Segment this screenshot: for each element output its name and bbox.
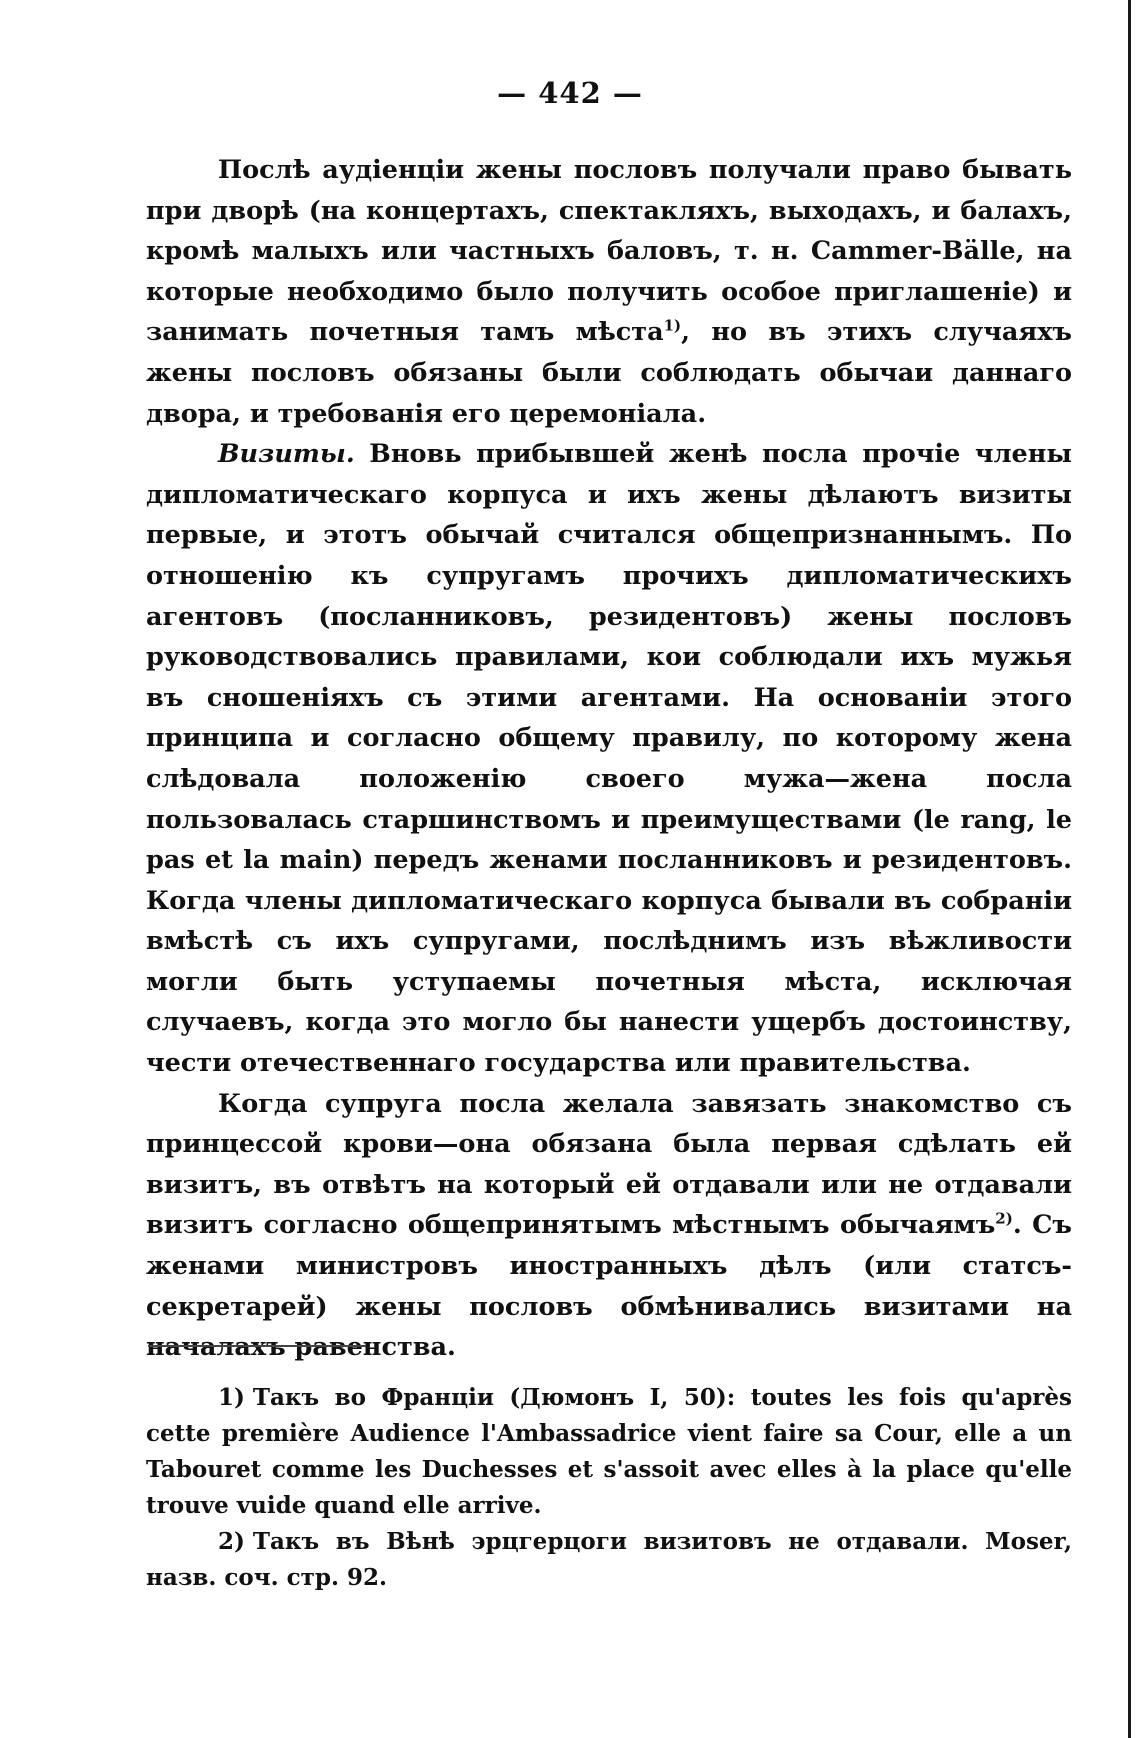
paragraph-3-text-after: . Съ женами министровъ иностранныхъ дѣлъ (или статсъ-секретарей) жены пословъ обмѣнивались визитами на началахъ равенства. [146, 1210, 1072, 1363]
paragraph-1 [146, 150, 1072, 434]
footnote-1 [146, 1380, 1072, 1524]
footnote-2 [146, 1524, 1072, 1596]
paragraph-2 [146, 434, 1072, 1084]
footnote-1-mark: 1) [218, 1384, 245, 1411]
paragraph-3 [146, 1084, 1072, 1368]
footnote-1-text: Такъ во Франціи (Дюмонъ I, 50): toutes les fois qu'après cette première Audience l'Ambassadrice vient faire sa Cour, elle a un Tabouret comme les Duchesses et s'assoit avec elles à la place qu'elle trouve vuide quand elle arrive. [146, 1384, 1072, 1519]
paragraph-1-text: Послѣ аудіенціи жены пословъ получали право бывать при дворѣ (на концертахъ, спектакляхъ, выходахъ, и балахъ, кромѣ малыхъ или частныхъ баловъ, т. н. Cammer-Bälle, на которые необходимо было получить особое приглашеніе) и занимать почетныя тамъ мѣста [146, 155, 1072, 348]
footnote-ref-2[interactable]: 2) [995, 1209, 1013, 1228]
paragraph-3-text: Когда супруга посла желала завязать знакомство съ принцессой крови—она обязана была первая сдѣлать ей визитъ, въ отвѣтъ на который ей отдавали или не отдавали визитъ согласно общепринятымъ мѣстнымъ обычаямъ [146, 1088, 1072, 1241]
paragraph-2-text: Вновь прибывшей женѣ посла прочіе члены дипломатическаго корпуса и ихъ жены дѣлаютъ визиты первые, и этотъ обычай считался общепризнаннымъ. По отношенію къ супругамъ прочихъ дипломатическихъ агентовъ (посланниковъ, резидентовъ) жены пословъ руководствовались правилами, кои соблюдали ихъ мужья въ сношеніяхъ съ этими агентами. На основаніи этого принципа и согласно общему правилу, по которому жена слѣдовала положенію своего мужа—жена посла пользовалась старшинствомъ и преимуществами (le rang, le pas et la main) передъ женами посланниковъ и резидентовъ. Когда члены дипломатическаго корпуса бывали въ собраніи вмѣстѣ съ ихъ супругами, послѣднимъ изъ вѣжливости могли быть уступаемы почетныя мѣста, исключая случаевъ, когда это могло бы нанести ущербъ достоинству, чести отечественнаго государства или правительства. [146, 439, 1072, 1079]
footnote-divider [148, 1345, 366, 1347]
footnote-2-mark: 2) [218, 1528, 245, 1555]
footnote-2-text: Такъ въ Вѣнѣ эрцгерцоги визитовъ не отдавали. Moser, назв. соч. стр. 92. [146, 1528, 1072, 1591]
footnote-ref-1[interactable]: 1) [663, 316, 682, 335]
paragraph-2-heading: Визиты. [218, 439, 355, 470]
main-text [146, 150, 1072, 1368]
paragraph-1-text-after: , но въ этихъ случаяхъ жены пословъ обязаны были соблюдать обычаи даннаго двора, и требованія его церемоніала. [146, 317, 1072, 429]
footnotes [146, 1380, 1072, 1596]
page-number: — 442 — [497, 76, 643, 110]
page-edge-line [1128, 0, 1131, 1738]
